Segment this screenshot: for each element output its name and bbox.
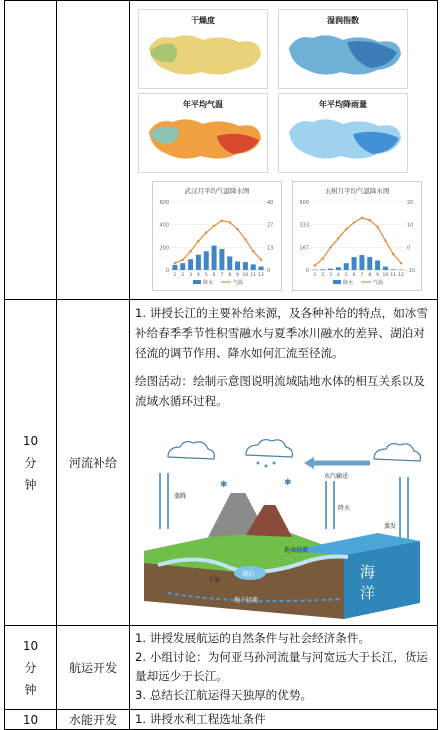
time-cell — [5, 300, 57, 626]
map-shape — [287, 112, 403, 164]
time-unit-1: 分 — [5, 657, 56, 679]
x-tick-label: 8 — [368, 272, 371, 278]
y-tick-label: 500 — [299, 200, 309, 206]
label-vapor: 水汽输送 — [324, 471, 348, 480]
figure-panel — [130, 1, 437, 297]
figures-cell — [130, 1, 438, 300]
lesson-plan-table — [4, 0, 438, 730]
y-tick-label: 333 — [299, 223, 309, 229]
x-tick-label: 5 — [205, 272, 208, 278]
y2-tick-label: 13 — [267, 245, 273, 251]
precip-bar — [204, 251, 209, 270]
content-list — [130, 710, 437, 729]
temperature-point — [182, 259, 184, 261]
x-tick-label: 2 — [181, 272, 184, 278]
x-tick-label: 6 — [353, 272, 356, 278]
temperature-point — [260, 259, 262, 261]
topic-cell — [57, 300, 130, 626]
temperature-point — [252, 250, 254, 252]
svg-text:✱: ✱ — [284, 478, 292, 488]
temperature-point — [369, 219, 371, 221]
temperature-line — [175, 221, 261, 264]
x-tick-label: 2 — [321, 272, 324, 278]
label-lake: 湖泊 — [242, 569, 254, 578]
time-unit-1: 分 — [5, 452, 56, 474]
map-shape — [147, 112, 263, 164]
y-tick-label: 200 — [159, 245, 169, 251]
x-tick-label: 9 — [376, 272, 379, 278]
topic-cell — [57, 626, 130, 710]
svg-text:✱: ✱ — [220, 480, 228, 490]
topic-label: 河流补给 — [69, 456, 117, 470]
temperature-point — [392, 253, 394, 255]
y2-tick-label: 0 — [407, 245, 410, 251]
label-infiltration: 下渗 — [208, 575, 220, 584]
legend-precip-swatch — [193, 280, 201, 284]
x-tick-label: 11 — [250, 272, 256, 278]
climograph-yushu — [292, 181, 422, 291]
map-title: 年平均降雨量 — [279, 99, 407, 110]
precip-bar — [251, 264, 256, 270]
climograph-wuhan — [152, 181, 282, 291]
y2-tick-label: 40 — [267, 200, 273, 206]
time-cell-empty — [5, 1, 57, 300]
temperature-point — [189, 250, 191, 252]
water-cycle-diagram — [138, 433, 422, 621]
map-shape — [287, 28, 403, 80]
temperature-point — [400, 262, 402, 264]
time-block — [5, 430, 56, 496]
label-surface-runoff: 地表径流 — [284, 545, 308, 554]
temperature-point — [314, 264, 316, 266]
figures-row — [5, 1, 438, 300]
temperature-point — [229, 221, 231, 223]
time-block — [5, 635, 56, 701]
cloud-icon — [374, 444, 420, 461]
y-tick-label: 167 — [299, 245, 309, 251]
x-tick-label: 1 — [173, 272, 176, 278]
precip-bar — [328, 269, 333, 270]
precipitation-arrows-icon — [326, 481, 334, 529]
precip-bar — [180, 263, 185, 270]
content-list — [130, 626, 437, 709]
list-item: 2. 小组讨论：为何亚马孙河流量与河宽远大于长江，货运量却远少于长江。 — [135, 648, 433, 686]
topic-label: 航运开发 — [69, 661, 117, 675]
label-evaporation: 蒸腾 — [174, 491, 186, 500]
temperature-point — [337, 237, 339, 239]
temperature-point — [205, 231, 207, 233]
time-number: 10 — [5, 430, 56, 452]
y2-tick-label: -10 — [407, 268, 415, 274]
row-hydropower — [5, 710, 438, 730]
precip-bar — [243, 262, 248, 270]
topic-cell-empty — [57, 1, 130, 300]
map-title: 年平均气温 — [139, 99, 267, 110]
map-shape — [147, 28, 263, 80]
precip-bar — [367, 257, 372, 270]
x-tick-label: 10 — [243, 272, 249, 278]
y-tick-label: 400 — [159, 223, 169, 229]
temperature-point — [345, 228, 347, 230]
precip-bar — [383, 267, 388, 270]
climograph-title: 玉树月平均气温降水图 — [293, 186, 421, 195]
y-tick-label: 0 — [306, 268, 309, 274]
x-tick-label: 1 — [313, 272, 316, 278]
x-tick-label: 12 — [258, 272, 264, 278]
temperature-point — [197, 240, 199, 242]
temperature-point — [174, 262, 176, 264]
snowflake-icon — [220, 478, 292, 490]
y2-tick-label: 20 — [407, 200, 413, 206]
topic-label: 水能开发 — [69, 713, 117, 727]
map-title: 干燥度 — [139, 15, 267, 26]
x-tick-label: 7 — [220, 272, 223, 278]
x-tick-label: 10 — [383, 272, 389, 278]
x-tick-label: 11 — [390, 272, 396, 278]
x-tick-label: 4 — [337, 272, 340, 278]
temperature-point — [376, 226, 378, 228]
cloud-icon — [246, 440, 292, 457]
y2-tick-label: 0 — [267, 268, 270, 274]
legend-precip-label: 降水 — [203, 279, 213, 286]
precip-bar — [196, 255, 201, 270]
legend-precip-label: 降水 — [343, 279, 353, 286]
x-tick-label: 5 — [345, 272, 348, 278]
x-tick-label: 3 — [329, 272, 332, 278]
precip-bar — [235, 262, 240, 271]
precip-bar — [227, 256, 232, 270]
climograph-chart — [153, 196, 283, 290]
label-evaporation-sea: 蒸发 — [384, 521, 396, 530]
y2-tick-label: 27 — [267, 223, 273, 229]
row-navigation — [5, 626, 438, 710]
precip-bar — [188, 259, 193, 270]
content-cell — [130, 710, 438, 730]
precip-bar — [212, 246, 217, 270]
climograph-title: 武汉月平均气温降水图 — [153, 186, 281, 195]
legend-temp-label: 气温 — [373, 279, 383, 286]
rain-icon — [257, 462, 276, 468]
label-sea: 海 洋 — [360, 561, 422, 603]
precip-bar — [352, 257, 357, 270]
precip-bar — [320, 269, 325, 270]
y-tick-label: 0 — [166, 268, 169, 274]
map-temperature — [138, 93, 268, 173]
temperature-point — [322, 257, 324, 259]
map-aridity — [138, 9, 268, 89]
time-cell — [5, 710, 57, 730]
content-paragraph: 绘图活动：绘制示意图说明流域陆地水体的相互关系以及流域水循环过程。 — [135, 371, 433, 411]
content-cell — [130, 300, 438, 626]
list-item: 1. 讲授水利工程选址条件 — [135, 710, 433, 729]
time-cell — [5, 626, 57, 710]
time-number: 10 — [5, 635, 56, 657]
precip-bar — [344, 263, 349, 270]
cloud-icon — [168, 442, 214, 459]
temperature-point — [213, 225, 215, 227]
x-tick-label: 7 — [360, 272, 363, 278]
precip-bar — [375, 260, 380, 270]
list-item: 1. 讲授发展航运的自然条件与社会经济条件。 — [135, 629, 433, 648]
row-river-supply — [5, 300, 438, 626]
temperature-point — [329, 246, 331, 248]
x-tick-label: 8 — [228, 272, 231, 278]
temperature-point — [361, 217, 363, 219]
map-title: 湿润指数 — [279, 15, 407, 26]
x-tick-label: 6 — [213, 272, 216, 278]
precip-bar — [259, 267, 264, 270]
temperature-point — [236, 228, 238, 230]
temperature-line — [315, 218, 401, 266]
legend-temp-label: 气温 — [233, 279, 243, 286]
content-block — [130, 300, 437, 423]
time-unit-2: 钟 — [5, 679, 56, 701]
x-tick-label: 3 — [189, 272, 192, 278]
label-groundwater: 地下径流 — [234, 595, 258, 604]
label-precipitation: 降水 — [338, 503, 350, 512]
y2-tick-label: 10 — [407, 223, 413, 229]
x-tick-label: 4 — [197, 272, 200, 278]
map-rainfall — [278, 93, 408, 173]
content-paragraph: 1. 讲授长江的主要补给来源，及各种补给的特点，如冰雪补给春季季节性积雪融水与夏季冰川融水的差异、湖泊对径流的调节作用、降水如何汇流至径流。 — [135, 303, 433, 363]
list-item: 3. 总结长江航运得天独厚的优势。 — [135, 686, 433, 705]
temperature-point — [221, 220, 223, 222]
temperature-point — [384, 239, 386, 241]
precip-bar — [336, 267, 341, 270]
precip-bar — [219, 249, 224, 270]
vapor-arrow-icon — [304, 457, 370, 469]
time-unit-2: 钟 — [5, 474, 56, 496]
y-tick-label: 600 — [159, 200, 169, 206]
content-cell — [130, 626, 438, 710]
legend-precip-swatch — [333, 280, 341, 284]
climograph-chart — [293, 196, 423, 290]
precip-bar — [391, 269, 396, 270]
x-tick-label: 12 — [398, 272, 404, 278]
topic-cell — [57, 710, 130, 730]
temperature-point — [353, 221, 355, 223]
precip-bar — [359, 255, 364, 270]
temperature-point — [244, 238, 246, 240]
precip-bar — [172, 265, 177, 270]
x-tick-label: 9 — [236, 272, 239, 278]
map-humidity — [278, 9, 408, 89]
time-number: 10 — [23, 713, 38, 727]
